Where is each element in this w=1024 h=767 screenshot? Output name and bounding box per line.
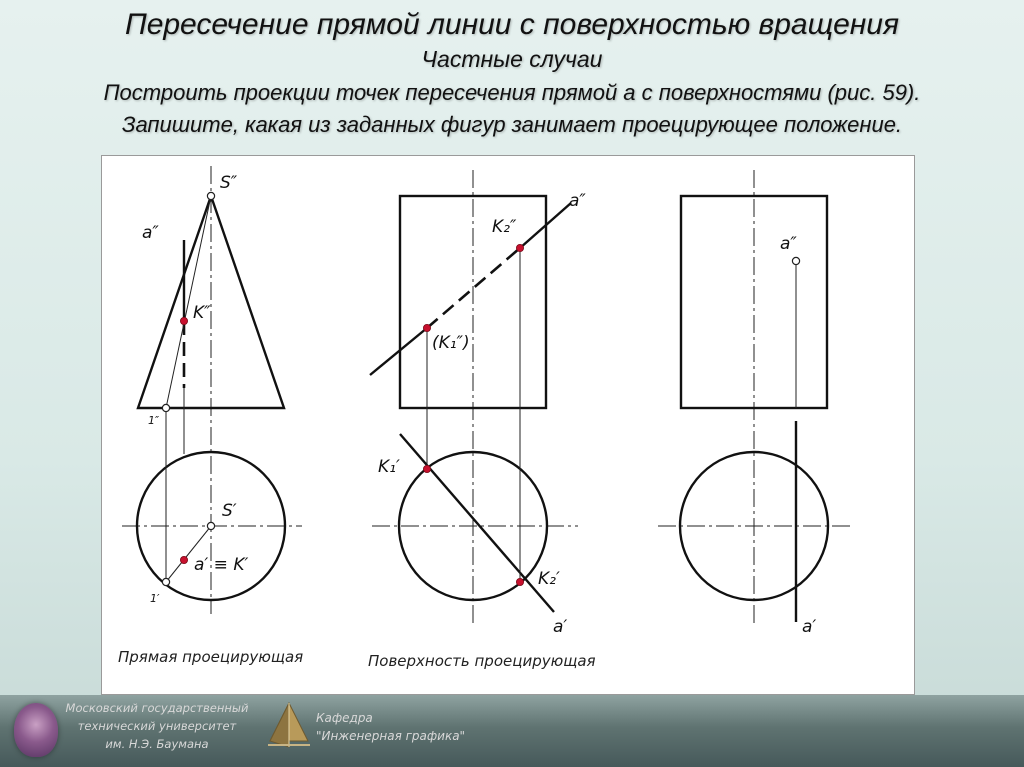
cylinder-line-a-top — [400, 434, 554, 612]
cylinder-label-K1-1: K₁′ — [378, 457, 400, 477]
cone-point-S1 — [207, 522, 214, 529]
drawing-panel — [101, 155, 915, 695]
university-line-1: Московский государственный — [65, 701, 249, 715]
cylinder-label-a1: a′ — [553, 617, 568, 637]
cylinder-label-K2-2: K₂″ — [492, 217, 517, 237]
cone-point-1-1 — [162, 578, 169, 585]
cone-label-S1: S′ — [222, 501, 237, 521]
cone-label-K2: K″ — [193, 303, 211, 323]
cone-caption: Прямая проецирующая — [118, 648, 304, 666]
cone-label-S2: S″ — [220, 173, 238, 193]
cone-point-1-2 — [162, 404, 169, 411]
header — [0, 0, 1024, 150]
cone-point-K1 — [180, 556, 187, 563]
department-logo-icon — [266, 701, 312, 751]
cylinder-line-a-left — [370, 328, 427, 375]
footer — [0, 695, 1024, 767]
cone-label-aK1: a′ ≡ K′ — [194, 555, 249, 575]
department-name — [316, 709, 465, 745]
cylinder-point-K2-2 — [516, 244, 523, 251]
cylinder-point-K1-1 — [423, 465, 430, 472]
cylinder-point-K1-2 — [423, 324, 430, 331]
department-line-1: Кафедра — [316, 711, 373, 725]
third-figure — [658, 170, 854, 637]
third-point-a2 — [792, 257, 799, 264]
university-line-2: технический университет — [77, 719, 237, 733]
university-name — [62, 699, 252, 753]
cylinder-point-K2-1 — [516, 578, 523, 585]
cone-figure — [118, 166, 303, 666]
third-label-a1: a′ — [802, 617, 817, 637]
cylinder-figure — [368, 170, 596, 670]
page-title: Пересечение прямой линии с поверхностью вращения — [124, 8, 900, 41]
cone-label-1-1: 1′ — [150, 592, 160, 605]
cone-point-K2 — [180, 317, 187, 324]
university-line-3: им. Н.Э. Баумана — [105, 737, 209, 751]
task-line-1: Построить проекции точек пересечения прямой а с поверхностями (рис. 59). — [103, 80, 921, 105]
task-line-2: Запишите, какая из заданных фигур занимает проецирующее положение. — [121, 112, 903, 137]
cylinder-label-a2: a″ — [569, 191, 586, 211]
cylinder-label-K1-2: (K₁″) — [432, 333, 470, 353]
cone-label-a2: a″ — [142, 223, 159, 243]
department-line-2: "Инженерная графика" — [316, 729, 466, 743]
cone-point-S2 — [207, 192, 214, 199]
cylinder-caption: Поверхность проецирующая — [368, 652, 596, 670]
cone-generatrix-front — [166, 196, 211, 408]
third-label-a2: a″ — [780, 234, 797, 254]
university-emblem-icon — [14, 703, 58, 757]
cylinder-label-K2-1: K₂′ — [538, 569, 560, 589]
drawing-svg — [102, 156, 914, 694]
cone-label-1-2: 1″ — [148, 414, 160, 427]
page-subtitle: Частные случаи — [421, 46, 603, 72]
